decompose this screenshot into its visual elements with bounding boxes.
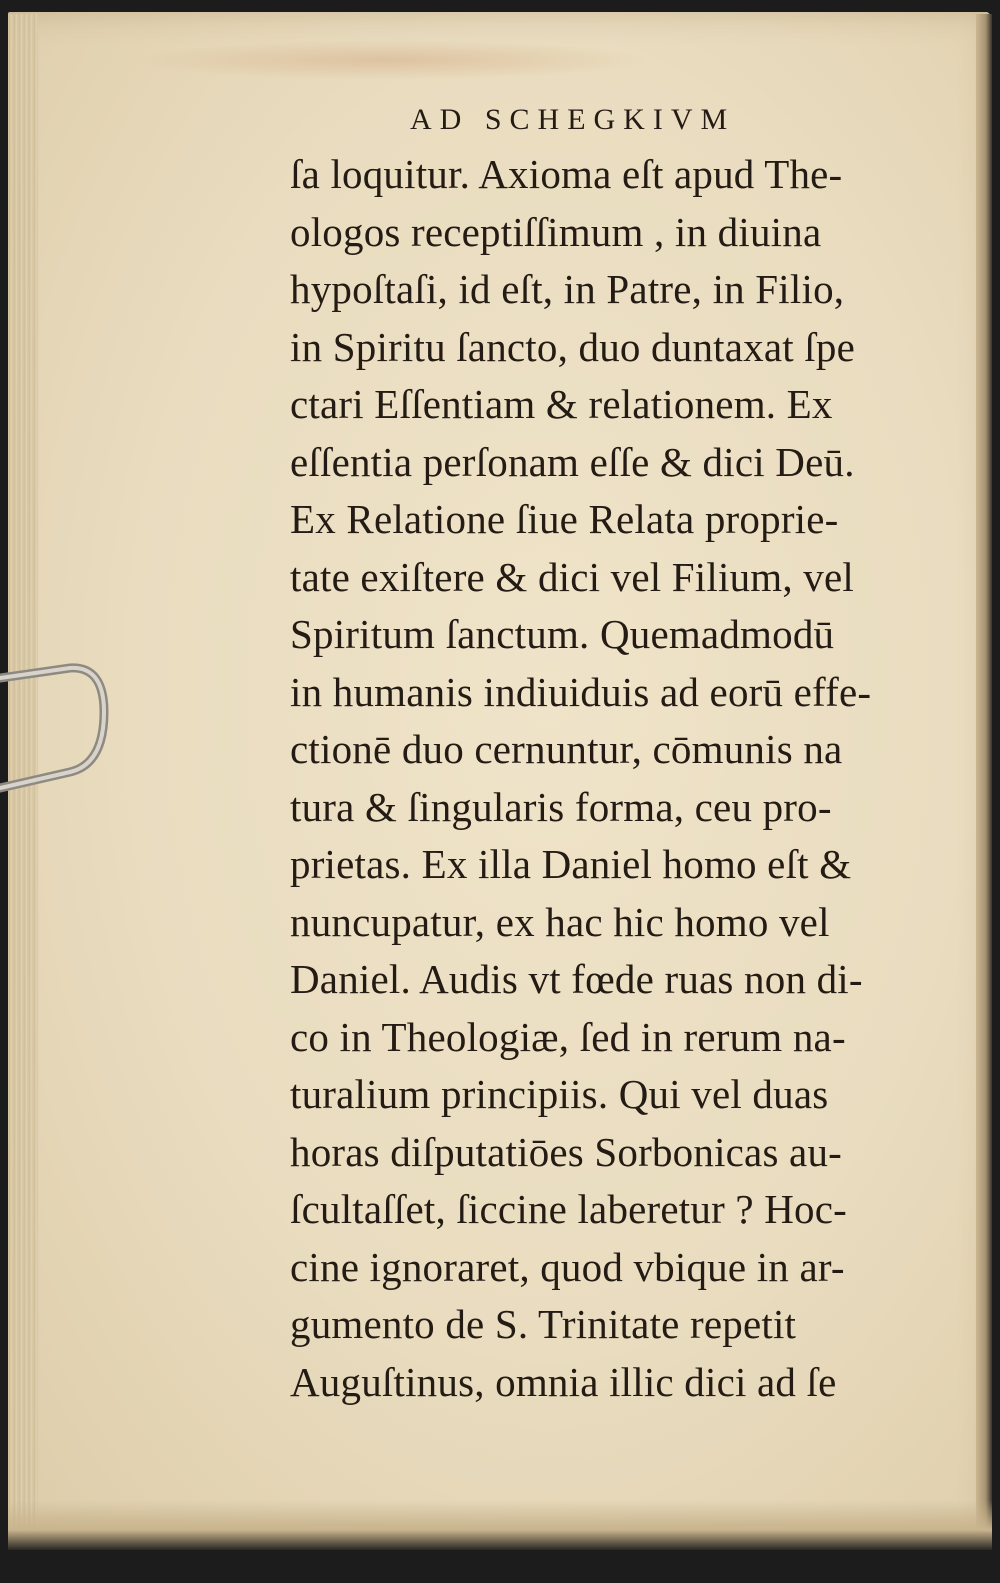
paperclip-icon [0,660,110,800]
foxing-stain [130,40,650,80]
text-line: tura & ſingularis forma, ceu pro- [290,783,832,830]
text-line: in humanis indiuiduis ad eorū effe- [290,668,872,715]
text-line: Ex Relatione ſiue Relata proprie- [290,496,839,542]
text-line: co in Theologiæ, ſed in rerum na- [290,1013,846,1060]
text-line: Auguſtinus, omnia illic dici ad ſe [290,1358,837,1405]
text-line: Daniel. Audis vt fœde ruas non di- [290,956,863,1002]
text-line: ctionē duo cernuntur, cōmunis na [290,726,843,772]
text-line: cine ignoraret, quod vbique in ar- [290,1243,845,1290]
page-text [290,100,940,1411]
bottom-edge [8,1500,992,1550]
text-line: horas diſputatiōes Sorbonicas au- [290,1128,843,1175]
text-line: hypoſtaſi, id eſt, in Patre, in Filio, [290,266,845,312]
text-line: eſſentia perſonam eſſe & dici Deū. [290,438,855,485]
text-line: turalium principiis. Qui vel duas [290,1071,829,1117]
text-line: ſa loquitur. Axioma eſt apud The- [290,151,843,197]
binding-edge [976,14,992,1544]
text-line: ctari Eſſentiam & relationem. Ex [290,381,833,427]
text-line: Spiritum ſanctum. Quemadmodū [290,611,835,657]
running-head: AD SCHEGKIVM [410,103,736,136]
text-line: tate exiſtere & dici vel Filium, vel [290,553,854,600]
text-line: ologos receptiſſimum , in diuina [290,208,822,255]
text-line: in Spiritu ſancto, duo duntaxat ſpe [290,323,855,370]
text-line: nuncupatur, ex hac hic homo vel [290,898,830,945]
text-line: ſcultaſſet, ſiccine laberetur ? Hoc- [290,1186,847,1232]
text-line: gumento de S. Trinitate repetit [290,1301,797,1347]
text-line: prietas. Ex illa Daniel homo eſt & [290,841,852,887]
